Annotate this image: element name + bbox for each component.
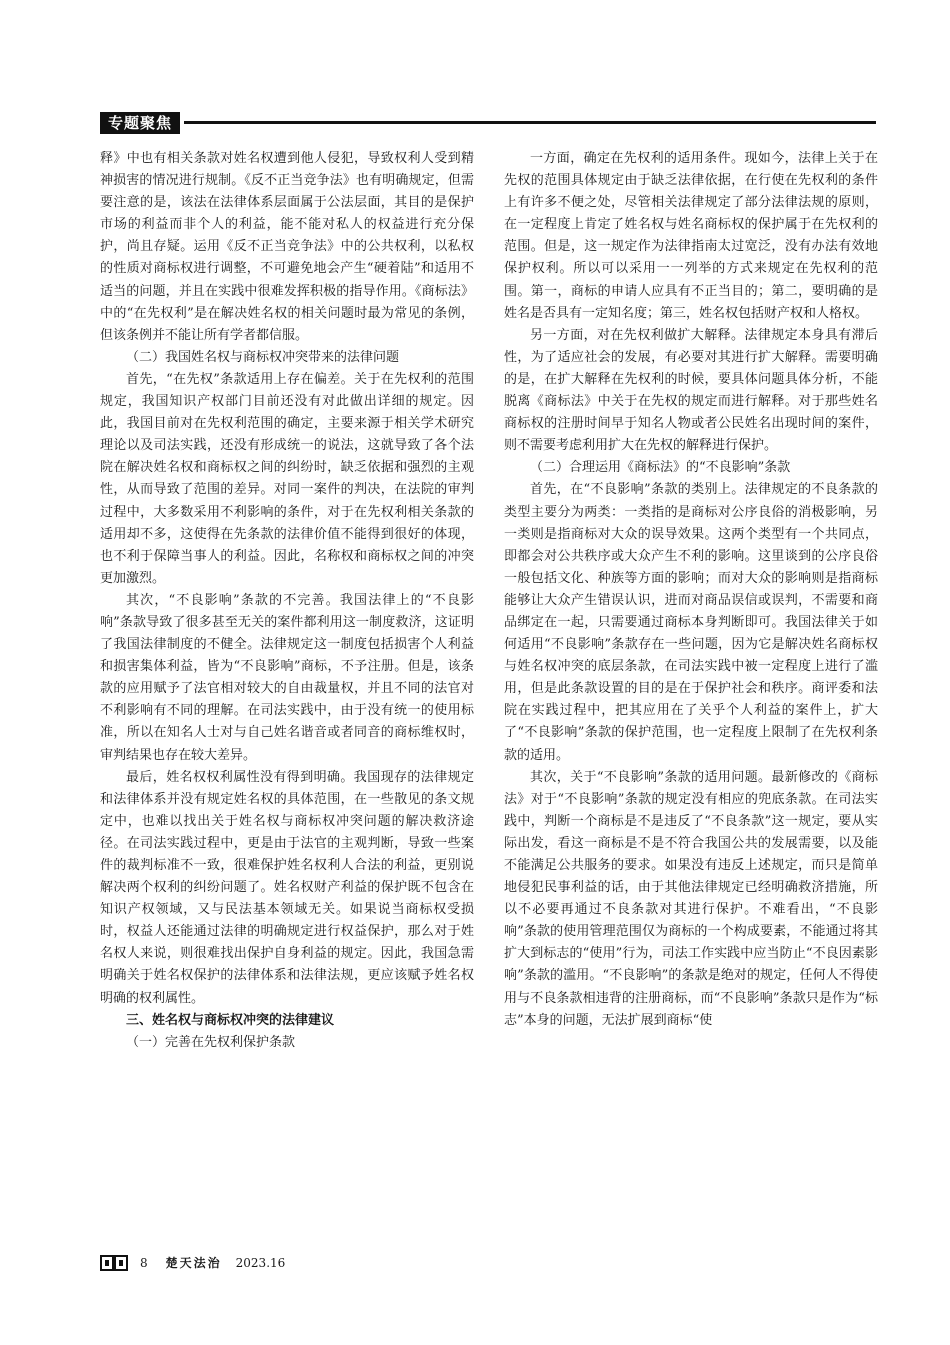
paragraph: 一方面，确定在先权利的适用条件。现如今，法律上关于在先权的范围具体规定由于缺乏法律依据，在行使在先权利的条件上有许多不便之处，尽管相关法律规定了部分法律法规的原则，在一定程度上肯定了姓名权与姓名商标权的保护属于在先权利的范围。但是，这一规定作为法律指南太过宽泛，没有办法有效地保护权利。所以可以采用一一列举的方式来规定在先权利的范围。第一，商标的申请人应具有不正当目的；第二，要明确的是姓名是否具有一定知名度；第三，姓名权包括财产权和人格权。 [504, 151, 878, 321]
journal-name: 楚天法治 [165, 1256, 222, 1270]
subsection-heading: （二）合理运用《商标法》的“不良影响”条款 [530, 460, 791, 476]
journal-logo-icon [100, 1255, 128, 1271]
section-heading: 三、姓名权与商标权冲突的法律建议 [126, 1012, 335, 1028]
paragraph: 其次，关于“不良影响”条款的适用问题。最新修改的《商标法》对于“不良影响”条款的规定没有相应的兜底条款。在司法实践中，判断一个商标是不是违反了“不良条款”这一规定，要从实际出发，看这一商标是不是不符合我国公共的发展需要，以及能不能满足公共服务的要求。如果没有违反上述规定，而只是简单地侵犯民事利益的话，由于其他法律规定已经明确救济措施，所以不必要再通过不良条款对其进行保护。不难看出，“不良影响”条款的使用管理范围仅为商标的一个构成要素，不能通过将其扩大到标志的“使用”行为，司法工作实践中应当防止“不良因素影响”条款的滥用。“不良影响”的条款是绝对的规定，任何人不得使用与不良条款相违背的注册商标，而“不良影响”条款只是作为“标志”本身的问题，无法扩展到商标“使 [504, 769, 878, 1028]
paragraph: 首先，在“不良影响”条款的类别上。法律规定的不良条款的类型主要分为两类：一类指的是商标对公序良俗的消极影响，另一类则是指商标对大众的误导效果。这两个类型有一个共同点，即都会对公共秩序或大众产生不利的影响。这里谈到的公序良俗一般包括文化、种族等方面的影响；而对大众的影响则是指商标能够让大众产生错误认识，进而对商品误信或误判，不需要和商品绑定在一起，只需要通过商标本身判断即可。我国法律关于如何适用“不良影响”条款存在一些问题，因为它是解决姓名商标权与姓名权冲突的底层条款，在司法实践中被一定程度上进行了滥用，但是此条款设置的目的是在于保护社会和秩序。商评委和法院在实践过程中，把其应用在了关乎个人利益的案件上，扩大了“不良影响”条款的保护范围，也一定程度上限制了在先权利条款的适用。 [504, 482, 878, 763]
subsection-heading: （一）完善在先权利保护条款 [126, 1034, 296, 1050]
paragraph: 其次，“不良影响”条款的不完善。我国法律上的“不良影响”条款导致了很多甚至无关的案件都利用这一制度救济，这证明了我国法律制度的不健全。法律规定这一制度包括损害个人利益和损害集体利益，皆为“不良影响”商标，不予注册。但是，该条款的应用赋予了法官相对较大的自由裁量权，并且不同的法官对不利影响有不同的理解。在司法实践中，由于没有统一的使用标准，所以在知名人士对与自己姓名谐音或者同音的商标维权时，审判结果也存在较大差异。 [100, 592, 474, 763]
header-rule [184, 121, 876, 124]
section-header [100, 112, 876, 134]
paragraph: 另一方面，对在先权利做扩大解释。法律规定本身具有滞后性，为了适应社会的发展，有必要对其进行扩大解释。需要明确的是，在扩大解释在先权利的时候，要具体问题具体分析，不能脱离《商标法》中关于在先权的规定而进行解释。对于那些姓名商标权的注册时间早于知名人物或者公民姓名出现时间的案件，则不需要考虑利用扩大在先权的解释进行保护。 [504, 327, 878, 454]
paragraph: 首先，“在先权”条款适用上存在偏差。关于在先权利的范围规定，我国知识产权部门目前还没有对此做出详细的规定。因此，我国目前对在先权利范围的确定，主要来源于相关学术研究理论以及司法实践，还没有形成统一的说法，这就导致了各个法院在解决姓名权和商标权之间的纠纷时，缺乏依据和强烈的主观性，从而导致了范围的差异。对同一案件的判决，在法院的审判过程中，大多数采用不利影响的条件，对于在先权利相关条款的适用却不多，这使得在先条款的法律价值不能得到很好的体现，也不利于保障当事人的利益。因此，名称权和商标权之间的冲突更加激烈。 [100, 371, 474, 586]
subsection-heading: （二）我国姓名权与商标权冲突带来的法律问题 [126, 349, 400, 365]
section-tag: 专题聚焦 [100, 112, 180, 134]
paragraph: 释》中也有相关条款对姓名权遭到他人侵犯，导致权利人受到精神损害的情况进行规制。《反不正当竞争法》也有明确规定，但需要注意的是，该法在法律体系层面属于公法层面，其目的是保护市场的利益而非个人的利益，能不能对私人的权益进行充分保护，尚且存疑。运用《反不正当竞争法》中的公共权利，以私权的性质对商标权进行调整，不可避免地会产生“硬着陆”和适用不适当的问题，并且在实践中很难发挥积极的指导作用。《商标法》中的“在先权利”是在解决姓名权的相关问题时最为常见的条例，但该条例并不能让所有学者都信服。 [100, 151, 474, 343]
issue-number: 2023.16 [235, 1256, 286, 1270]
paragraph: 最后，姓名权权利属性没有得到明确。我国现存的法律规定和法律体系并没有规定姓名权的具体范围，在一些散见的条文规定中，也难以找出关于姓名权与商标权冲突问题的解决救济途径。在司法实践过程中，更是由于法官的主观判断，导致一些案件的裁判标准不一致，很难保护姓名权利人合法的利益，更别说解决两个权利的纠纷问题了。姓名权财产利益的保护既不包含在知识产权领域，又与民法基本领域无关。如果说当商标权受损时，权益人还能通过法律的明确规定进行权益保护，那么对于姓名权人来说，则很难找出保护自身利益的规定。因此，我国急需明确关于姓名权保护的法律体系和法律法规，更应该赋予姓名权明确的权利属性。 [100, 769, 474, 1006]
left-column [100, 148, 474, 1054]
right-column [504, 148, 878, 1032]
page-number: 8 [140, 1256, 148, 1270]
page-footer [100, 1253, 285, 1273]
